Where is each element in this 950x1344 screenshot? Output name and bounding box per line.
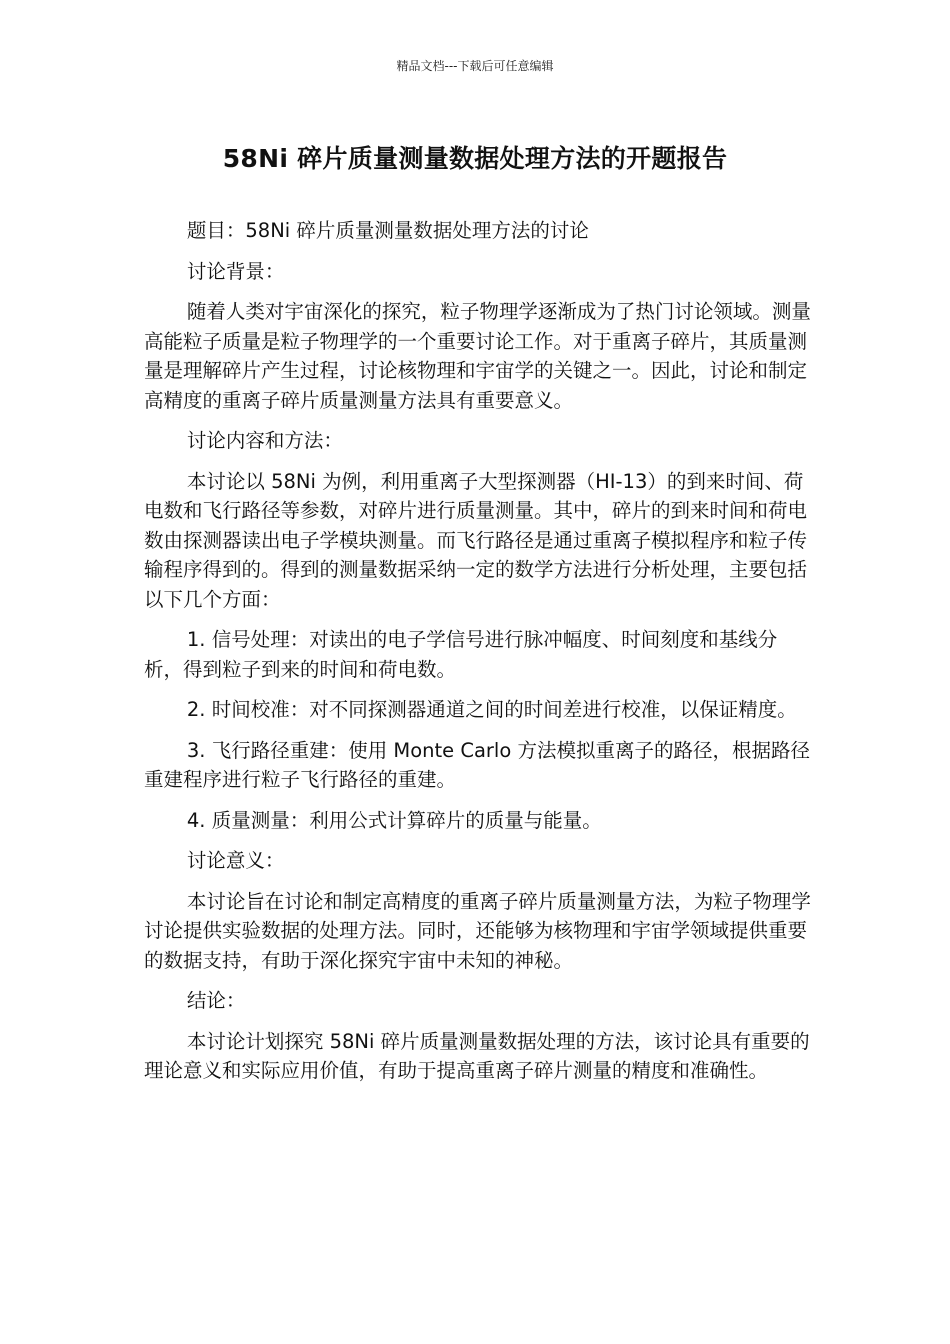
- document-title: 58Ni 碎片质量测量数据处理方法的开题报告: [222, 144, 728, 173]
- document-body: [144, 216, 812, 1097]
- section-heading-background: 讨论背景：: [186, 259, 285, 283]
- conclusion-paragraph: 本讨论计划探究 58Ni 碎片质量测量数据处理的方法，该讨论具有重要的理论意义和实际应用价值，有助于提高重离子碎片测量的精度和准确性。: [144, 1029, 810, 1082]
- significance-paragraph: 本讨论旨在讨论和制定高精度的重离子碎片质量测量方法，为粒子物理学讨论提供实验数据的处理方法。同时，还能够为核物理和宇宙学领域提供重要的数据支持，有助于深化探究宇宙中未知的神秘。: [144, 889, 811, 972]
- header-note: 精品文档---下载后可任意编辑: [396, 59, 554, 73]
- section-heading-content-methods: 讨论内容和方法：: [186, 429, 343, 452]
- section-heading-significance: 讨论意义：: [186, 849, 285, 872]
- list-item-flight-path: 3. 飞行路径重建：使用 Monte Carlo 方法模拟重离子的路径，根据路径重建程序进行粒子飞行路径的重建。: [144, 738, 810, 791]
- background-paragraph: 随着人类对宇宙深化的探究，粒子物理学逐渐成为了热门讨论领域。测量高能粒子质量是粒子物理学的一个重要讨论工作。对于重离子碎片，其质量测量是理解碎片产生过程，讨论核物理和宇宙学的关键之一。因此，讨论和制定高精度的重离子碎片质量测量方法具有重要意义。: [144, 300, 811, 412]
- list-item-signal-processing: 1. 信号处理：对读出的电子学信号进行脉冲幅度、时间刻度和基线分析，得到粒子到来的时间和荷电数。: [144, 628, 778, 681]
- content-methods-paragraph: 本讨论以 58Ni 为例，利用重离子大型探测器（HI-13）的到来时间、荷电数和飞行路径等参数，对碎片进行质量测量。其中，碎片的到来时间和荷电数由探测器读出电子学模块测量。而飞行路径是通过重离子模拟程序和粒子传输程序得到的。得到的测量数据采纳一定的数学方法进行分析处理，主要包括以下几个方面：: [144, 469, 808, 611]
- list-item-time-calibration: 2. 时间校准：对不同探测器通道之间的时间差进行校准，以保证精度。: [186, 698, 797, 721]
- topic-line: 题目：58Ni 碎片质量测量数据处理方法的讨论: [186, 219, 589, 242]
- list-item-mass-measurement: 4. 质量测量：利用公式计算碎片的质量与能量。: [186, 808, 602, 832]
- section-heading-conclusion: 结论：: [186, 989, 246, 1012]
